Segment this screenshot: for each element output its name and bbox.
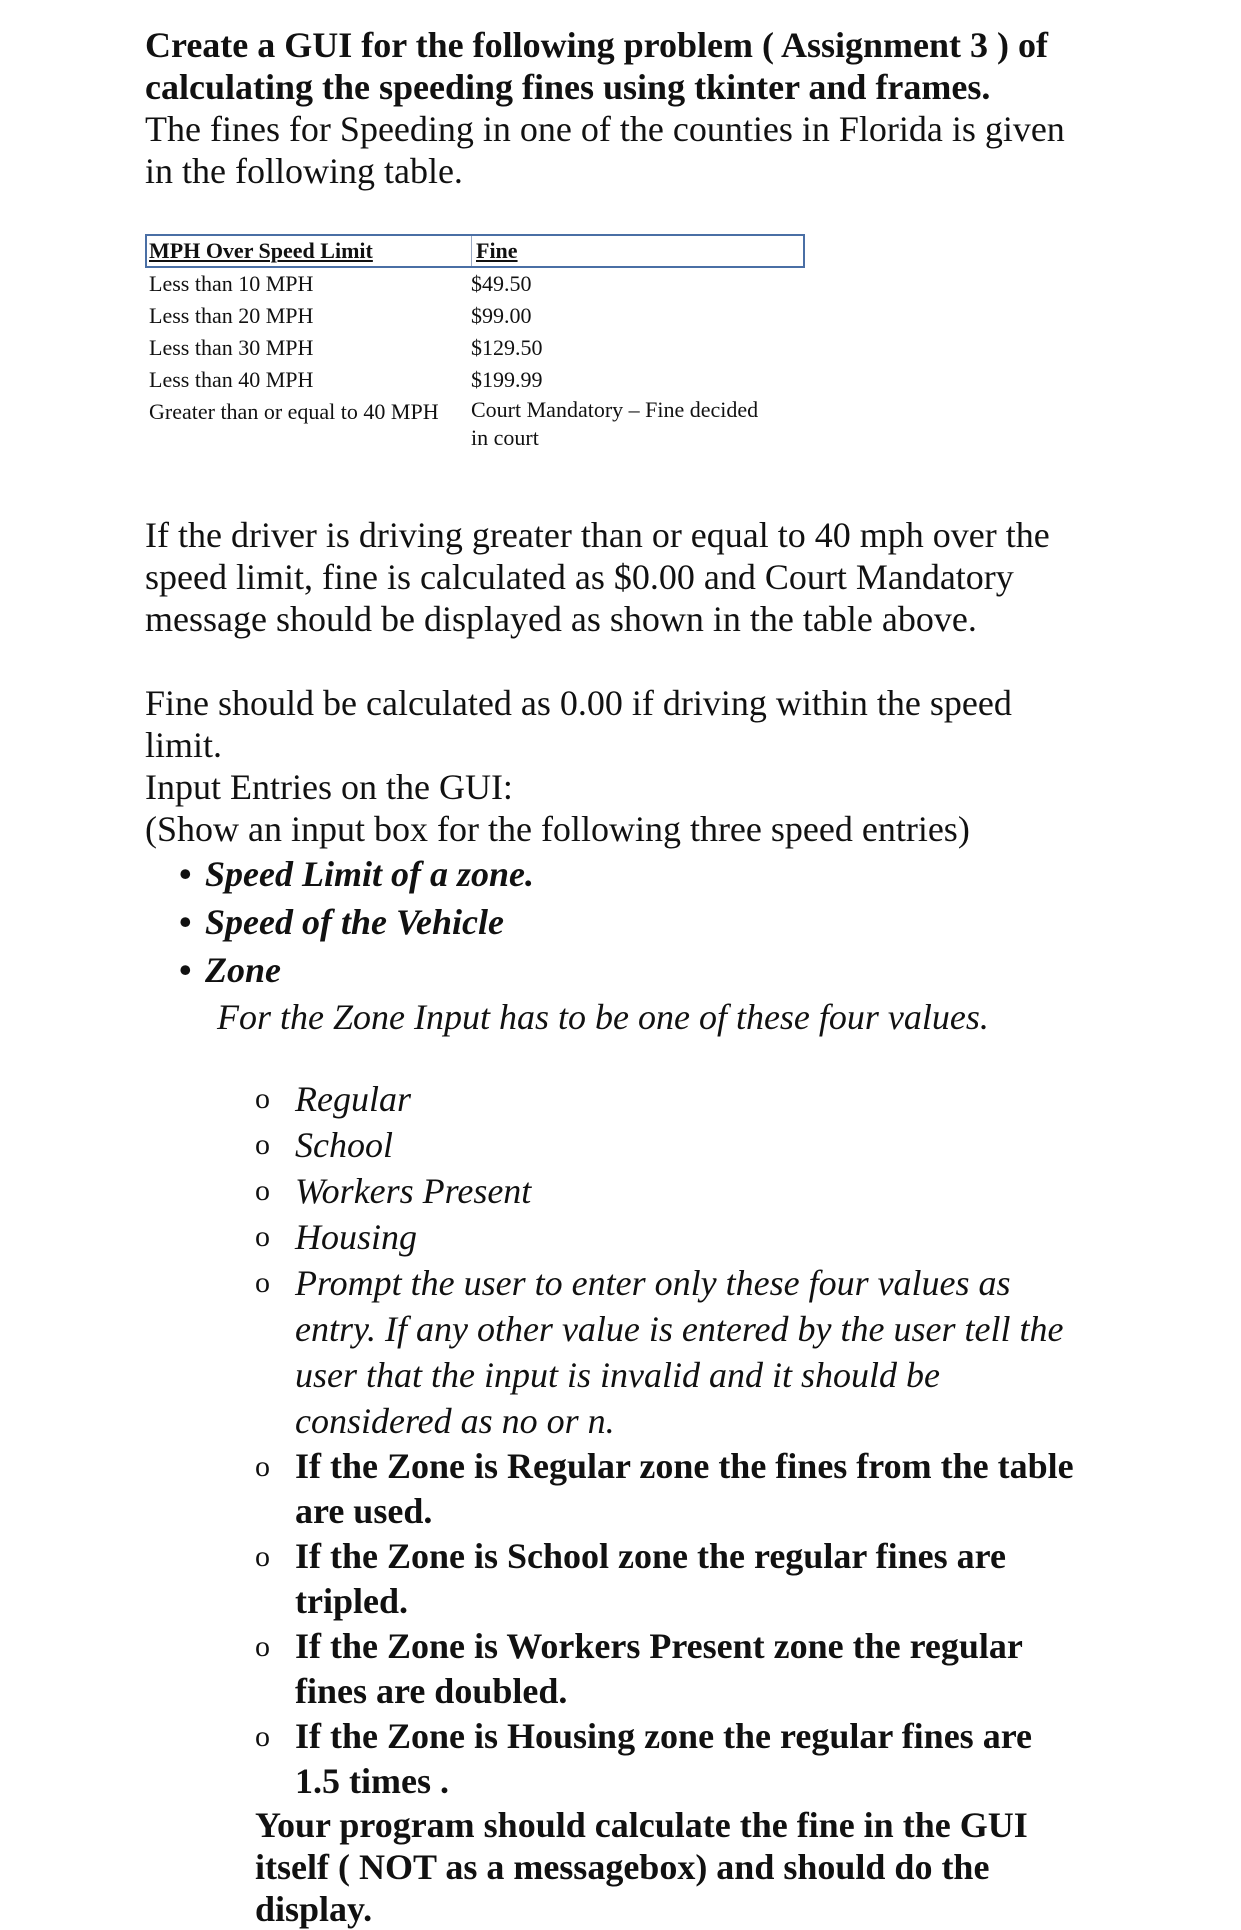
zone-intro: For the Zone Input has to be one of these four values.: [217, 997, 989, 1037]
input-heading: Input Entries on the GUI:: [145, 767, 513, 807]
closing-line-2: itself ( NOT as a messagebox) and should do the: [255, 1847, 990, 1887]
header-fine: Fine: [476, 238, 518, 263]
title: [145, 24, 1105, 108]
rule-line-1: If the Zone is School zone the regular fines are: [295, 1536, 1006, 1576]
prompt-line-4: considered as no or n.: [295, 1401, 615, 1441]
table-row: [145, 300, 805, 332]
title-line-2: calculating the speeding fines using tkinter and frames.: [145, 67, 991, 107]
table-row: [145, 396, 805, 452]
circle-bullet-icon: o: [255, 1630, 270, 1663]
zone-value: Housing: [295, 1217, 418, 1257]
circle-bullet-icon: o: [255, 1082, 270, 1115]
court-line-2: speed limit, fine is calculated as $0.00 and Court Mandatory: [145, 557, 1014, 597]
court-paragraph: [145, 514, 1105, 640]
closing-line-3: display.: [255, 1889, 373, 1929]
closing-line-1: Your program should calculate the fine in the GUI: [255, 1805, 1028, 1845]
circle-bullet-icon: o: [255, 1220, 270, 1253]
cell-fine: $199.99: [471, 367, 543, 392]
rule-line-1: If the Zone is Workers Present zone the regular: [295, 1626, 1023, 1666]
list-item: [179, 946, 1105, 994]
bullet-text: Speed of the Vehicle: [205, 902, 504, 942]
cell-fine: $99.00: [471, 303, 532, 328]
zone-value: School: [295, 1125, 393, 1165]
zone-value: Workers Present: [295, 1171, 532, 1211]
intro-paragraph: [145, 108, 1105, 192]
cell-fine: $49.50: [471, 271, 532, 296]
rule-line-2: tripled.: [295, 1581, 408, 1621]
fine-table: [145, 234, 805, 452]
list-item: [179, 850, 1105, 898]
circle-bullet-icon: o: [255, 1266, 270, 1299]
rule-line-2: fines are doubled.: [295, 1671, 568, 1711]
bullet-icon: •: [179, 902, 192, 942]
rule-line-2: 1.5 times .: [295, 1761, 449, 1801]
circle-bullet-icon: o: [255, 1174, 270, 1207]
rule-line-1: If the Zone is Regular zone the fines from the table: [295, 1446, 1074, 1486]
cell-mph: Less than 30 MPH: [149, 335, 314, 360]
document: [145, 24, 1105, 1930]
bullet-text: Speed Limit of a zone.: [205, 854, 534, 894]
cell-mph: Less than 20 MPH: [149, 303, 314, 328]
cell-fine-line-2: in court: [471, 425, 539, 450]
court-line-3: message should be displayed as shown in the table above.: [145, 599, 977, 639]
cell-fine-line-1: Court Mandatory – Fine decided: [471, 397, 759, 422]
bullet-text: Zone: [205, 950, 281, 990]
within-limit-paragraph: [145, 682, 1105, 766]
prompt-line-1: Prompt the user to enter only these four values as: [295, 1263, 1011, 1303]
list-item: [255, 1214, 1105, 1260]
bullet-icon: •: [179, 950, 192, 990]
list-item: [255, 1122, 1105, 1168]
list-item: [255, 1076, 1105, 1122]
cell-mph: Less than 10 MPH: [149, 271, 314, 296]
zone-value: Regular: [295, 1079, 411, 1119]
input-subheading: (Show an input box for the following three speed entries): [145, 809, 970, 849]
within-line-2: limit.: [145, 725, 223, 765]
table-row: [145, 332, 805, 364]
title-line-1: Create a GUI for the following problem ( Assignment 3 ) of: [145, 25, 1048, 65]
circle-bullet-icon: o: [255, 1540, 270, 1573]
rule-line-2: are used.: [295, 1491, 433, 1531]
circle-bullet-icon: o: [255, 1720, 270, 1753]
cell-fine: [471, 396, 805, 452]
list-item: [255, 1534, 1105, 1624]
fine-table-header: [145, 234, 805, 268]
list-item: [255, 1714, 1105, 1804]
list-item: [255, 1444, 1105, 1534]
circle-bullet-icon: o: [255, 1450, 270, 1483]
cell-mph: Less than 40 MPH: [149, 367, 314, 392]
closing-paragraph: [255, 1804, 1105, 1930]
list-item: [255, 1260, 1105, 1444]
fine-table-body: [145, 268, 805, 452]
cell-mph: Greater than or equal to 40 MPH: [149, 399, 439, 424]
input-bullet-list: [145, 850, 1105, 994]
within-line-1: Fine should be calculated as 0.00 if driving within the speed: [145, 683, 1012, 723]
list-item: [179, 898, 1105, 946]
circle-bullet-icon: o: [255, 1128, 270, 1161]
prompt-line-3: user that the input is invalid and it should be: [295, 1355, 940, 1395]
court-line-1: If the driver is driving greater than or equal to 40 mph over the: [145, 515, 1050, 555]
list-item: [255, 1624, 1105, 1714]
bullet-icon: •: [179, 854, 192, 894]
table-row: [145, 364, 805, 396]
table-row: [145, 268, 805, 300]
header-mph: MPH Over Speed Limit: [149, 236, 472, 266]
list-item: [255, 1168, 1105, 1214]
rule-line-1: If the Zone is Housing zone the regular fines are: [295, 1716, 1032, 1756]
intro-line-1: The fines for Speeding in one of the counties in Florida is given: [145, 109, 1065, 149]
zone-sub-list: [145, 1076, 1105, 1804]
intro-line-2: in the following table.: [145, 151, 463, 191]
cell-fine: $129.50: [471, 335, 543, 360]
prompt-line-2: entry. If any other value is entered by the user tell the: [295, 1309, 1064, 1349]
